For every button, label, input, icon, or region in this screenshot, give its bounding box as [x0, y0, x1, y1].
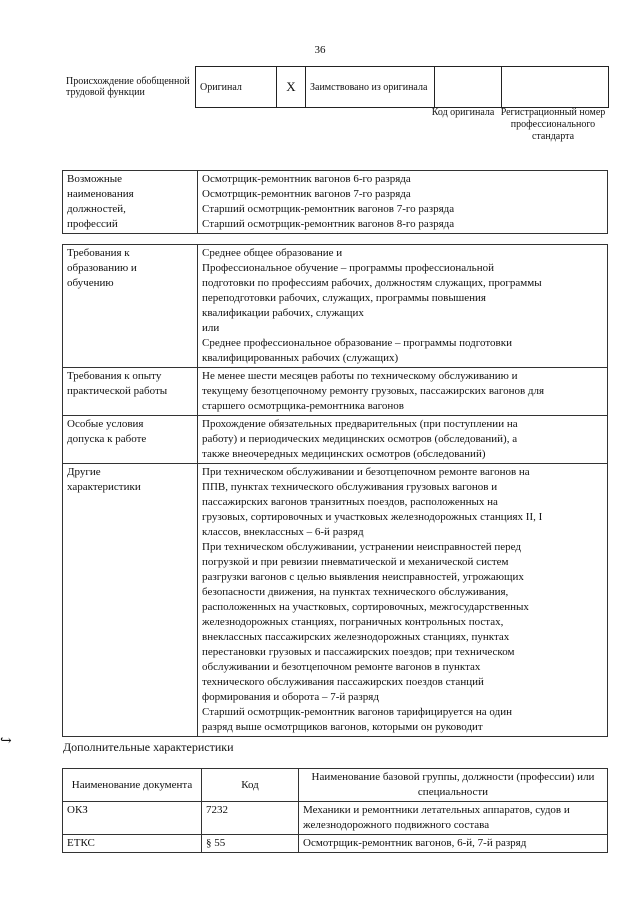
text-line: разряд выше осмотрщиков вагонов, которыми он руководит: [202, 721, 483, 733]
text-line: железнодорожных станциях, пограничных контрольных постах,: [202, 616, 504, 628]
education-value: [198, 245, 608, 368]
label-line: обучению: [67, 277, 114, 289]
text-line: также внеочередных медицинских осмотров (обследований): [202, 448, 486, 460]
other-row: [63, 464, 608, 737]
text-line: безопасности движения, на пунктах технического обслуживания,: [202, 586, 509, 598]
text-line: разгрузки вагонов с целью выявления неисправностей, угрожающих: [202, 571, 524, 583]
text-line: работу) и периодических медицинских осмотров (обследований), а: [202, 433, 518, 445]
text-line: перестановки грузовых и пассажирских поездов; при техническом: [202, 646, 515, 658]
label-line: Возможные: [67, 173, 122, 185]
label-line: должностей,: [67, 203, 126, 215]
label-line: Требования к: [67, 247, 130, 259]
profession-item: Осмотрщик-ремонтник вагонов 7-го разряда: [202, 188, 411, 200]
admission-label: [63, 416, 198, 464]
professions-label: [63, 171, 198, 234]
education-label: [63, 245, 198, 368]
header-code: Код: [202, 769, 299, 802]
code-caption: Код оригинала: [431, 107, 495, 118]
text-line: Прохождение обязательных предварительных (при поступлении на: [202, 418, 518, 430]
label-line: допуска к работе: [67, 433, 147, 445]
additional-table: [62, 768, 608, 853]
profession-item: Осмотрщик-ремонтник вагонов 6-го разряда: [202, 173, 411, 185]
profession-item: Старший осмотрщик-ремонтник вагонов 7-го разряда: [202, 203, 455, 215]
original-code-cell: [435, 67, 502, 108]
text-line: старшего осмотрщика-ремонтника вагонов: [202, 400, 404, 412]
text-line: технического обслуживания пассажирских поездов станций: [202, 676, 484, 688]
code-cell: § 55: [202, 835, 299, 853]
name-cell: Осмотрщик-ремонтник вагонов, 6-й, 7-й разряд: [299, 835, 608, 853]
requirements-table: [62, 244, 608, 737]
experience-row: [63, 368, 608, 416]
other-value: [198, 464, 608, 737]
text-line: Профессиональное обучение – программы профессиональной: [202, 262, 494, 274]
header-group-name: Наименование базовой группы, должности (профессии) или специальности: [299, 769, 608, 802]
other-label: [63, 464, 198, 737]
text-line: Среднее профессиональное образование – программы подготовки: [202, 337, 512, 349]
text-line: формирования и оборота – 7-й разряд: [202, 691, 379, 703]
margin-mark: ↪: [0, 734, 12, 749]
origin-table: [62, 66, 609, 108]
table-row: [63, 802, 608, 835]
admission-value: [198, 416, 608, 464]
profession-item: Старший осмотрщик-ремонтник вагонов 8-го разряда: [202, 218, 455, 230]
professions-list: [198, 171, 608, 234]
text-line: переподготовки рабочих, служащих, программы повышения: [202, 292, 486, 304]
additional-header-row: [63, 769, 608, 802]
registration-caption: Регистрационный номер профессионального стандарта: [500, 107, 606, 142]
text-line: погрузкой и при ревизии пневматической и механической систем: [202, 556, 509, 568]
label-line: образованию и: [67, 262, 137, 274]
label-line: практической работы: [67, 385, 168, 397]
original-label: Оригинал: [196, 67, 277, 108]
text-line: квалификации рабочих, служащих: [202, 307, 364, 319]
text-line: ППВ, пунктах технического обслуживания грузовых вагонов и: [202, 481, 498, 493]
table-row: [63, 835, 608, 853]
admission-row: [63, 416, 608, 464]
text-line: При техническом обслуживании и безотцепочном ремонте вагонов на: [202, 466, 530, 478]
label-line: Требования к опыту: [67, 370, 162, 382]
professions-table: [62, 170, 608, 234]
text-line: грузовых, сортировочных и участковых железнодорожных станциях II, I: [202, 511, 543, 523]
page-number: 36: [314, 44, 326, 56]
text-line: обслуживании и безотцепочном ремонте вагонов в пунктах: [202, 661, 481, 673]
name-cell: Механики и ремонтники летательных аппаратов, судов и железнодорожного подвижного состава: [299, 802, 608, 835]
text-line: внеклассных пассажирских железнодорожных станциях, пунктах: [202, 631, 510, 643]
education-row: [63, 245, 608, 368]
text-line: текущему безотцепочному ремонту грузовых, пассажирских вагонов для: [202, 385, 545, 397]
text-line: При техническом обслуживании, устранении неисправностей перед: [202, 541, 522, 553]
original-mark: X: [277, 67, 306, 108]
code-cell: 7232: [202, 802, 299, 835]
registration-number-cell: [502, 67, 609, 108]
experience-label: [63, 368, 198, 416]
additional-title: Дополнительные характеристики: [63, 740, 234, 754]
text-line: расположенных на участковых, сортировочных, межгосударственных: [202, 601, 529, 613]
text-line: Не менее шести месяцев работы по техническому обслуживанию и: [202, 370, 518, 382]
text-line: подготовки по профессиям рабочих, должностям служащих, программы: [202, 277, 542, 289]
label-line: наименования: [67, 188, 134, 200]
text-line: пассажирских вагонов транзитных поездов, расположенных на: [202, 496, 498, 508]
label-line: Другие: [67, 466, 101, 478]
doc-cell: ОКЗ: [63, 802, 202, 835]
text-line: Старший осмотрщик-ремонтник вагонов тарифицируется на один: [202, 706, 512, 718]
text-line: классов, внеклассных – 6-й разряд: [202, 526, 364, 538]
borrowed-label: Заимствовано из оригинала: [306, 67, 435, 108]
text-line: квалифицированных рабочих (служащих): [202, 352, 399, 364]
label-line: Особые условия: [67, 418, 144, 430]
label-line: характеристики: [67, 481, 141, 493]
text-line: Среднее общее образование и: [202, 247, 343, 259]
origin-label: Происхождение обобщенной трудовой функции: [66, 76, 190, 98]
label-line: профессий: [67, 218, 118, 230]
experience-value: [198, 368, 608, 416]
header-document: Наименование документа: [63, 769, 202, 802]
text-line: или: [202, 322, 220, 334]
doc-cell: ЕТКС: [63, 835, 202, 853]
